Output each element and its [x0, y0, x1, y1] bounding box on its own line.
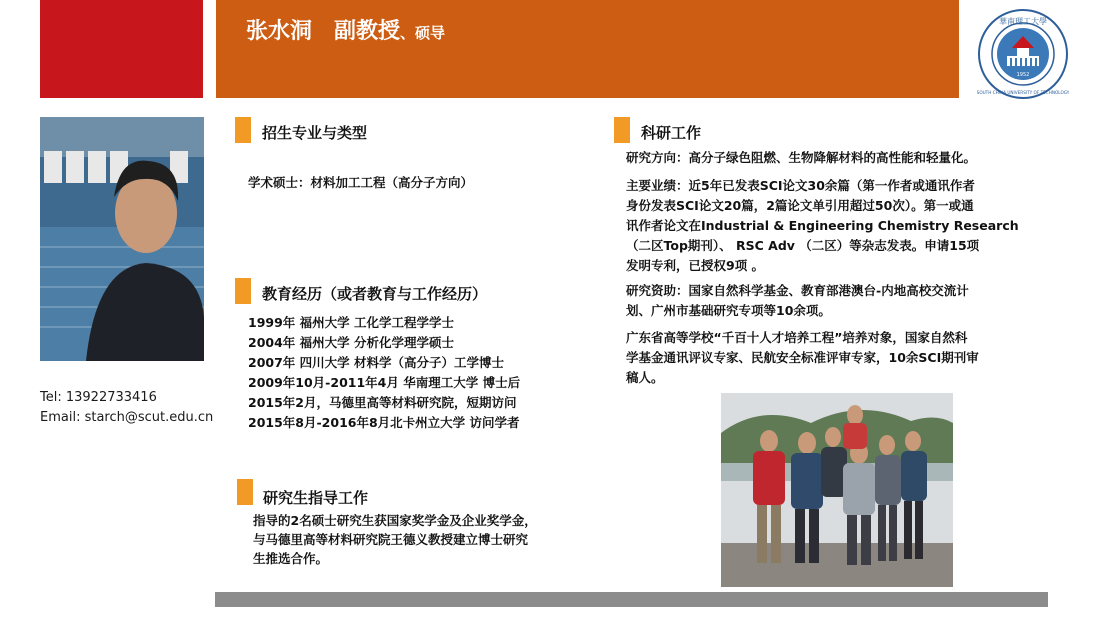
honor-line: 稿人。 — [626, 370, 664, 385]
honor-line: 广东省高等学校“千百十人才培养工程”培养对象，国家自然科 — [626, 330, 968, 345]
education-item: 1999年 福州大学 工化学工程学学士 — [248, 315, 454, 330]
funding-line: 研究资助：国家自然科学基金、教育部港澳台-内地高校交流计 — [626, 283, 969, 298]
footer-bar — [215, 592, 1048, 607]
honor-line: 学基金通讯评议专家、民航安全标准评审专家，10余SCI期刊审 — [626, 350, 979, 365]
research-direction: 研究方向：高分子绿色阻燃、生物降解材料的高性能和轻量化。 — [626, 150, 977, 165]
recruit-section-marker — [235, 117, 251, 143]
research-section-marker — [614, 117, 630, 143]
logo-text-top: 華南理工大學 — [999, 17, 1047, 26]
education-section-marker — [235, 278, 251, 304]
recruit-text: 学术硕士：材料加工工程（高分子方向） — [248, 175, 474, 190]
education-item: 2004年 福州大学 分析化学理学硕士 — [248, 335, 454, 350]
research-section-title: 科研工作 — [641, 124, 702, 142]
recruit-section-title: 招生专业与类型 — [262, 124, 368, 142]
portrait-photo — [40, 117, 204, 361]
supervision-section-title: 研究生指导工作 — [263, 489, 369, 507]
education-item: 2009年10月-2011年4月 华南理工大学 博士后 — [248, 375, 521, 390]
contact-tel: Tel: 13922733416 — [40, 390, 157, 405]
achievement-line: （二区Top期刊）、 RSC Adv （二区）等杂志发表。申请15项 — [626, 238, 980, 253]
group-photo — [721, 393, 953, 587]
achievement-line: 发明专利，已授权9项 。 — [626, 258, 765, 273]
education-section-title: 教育经历（或者教育与工作经历） — [262, 285, 488, 303]
person-name: 张水洞 — [246, 19, 313, 44]
university-seal-icon — [977, 8, 1069, 100]
person-rank: 副教授 — [334, 19, 401, 44]
contact-email: Email: starch@scut.edu.cn — [40, 410, 214, 425]
supervision-line: 指导的2名硕士研究生获国家奖学金及企业奖学金， — [253, 513, 537, 528]
university-logo — [977, 8, 1069, 100]
header-red-block — [40, 0, 203, 98]
logo-year: 1952 — [1016, 72, 1030, 78]
logo-text-bottom: SOUTH CHINA UNIVERSITY OF TECHNOLOGY — [977, 90, 1069, 95]
person-extra-title: 、硕导 — [400, 24, 446, 42]
achievement-line: 讯作者论文在Industrial & Engineering Chemistry Research — [626, 218, 1019, 233]
funding-line: 划、广州市基础研究专项等10余项。 — [626, 303, 831, 318]
supervision-text — [253, 511, 537, 568]
education-item: 2015年8月-2016年8月北卡州立大学 访问学者 — [248, 415, 520, 430]
research-funding — [626, 281, 969, 321]
education-item: 2015年2月，马德里高等材料研究院，短期访问 — [248, 395, 517, 410]
education-item: 2007年 四川大学 材料学（高分子）工学博士 — [248, 355, 504, 370]
page-title — [246, 14, 445, 45]
research-achievements — [626, 176, 1019, 276]
supervision-line: 与马德里高等材料研究院王德义教授建立博士研究 — [253, 532, 529, 547]
supervision-line: 生推选合作。 — [253, 551, 329, 566]
achievement-line: 主要业绩：近5年已发表SCI论文30余篇（第一作者或通讯作者 — [626, 178, 975, 193]
supervision-section-marker — [237, 479, 253, 505]
achievement-line: 身份发表SCI论文20篇，2篇论文单引用超过50次）。第一或通 — [626, 198, 974, 213]
education-list — [248, 313, 520, 433]
research-honors — [626, 328, 979, 388]
contact-info — [40, 388, 213, 428]
